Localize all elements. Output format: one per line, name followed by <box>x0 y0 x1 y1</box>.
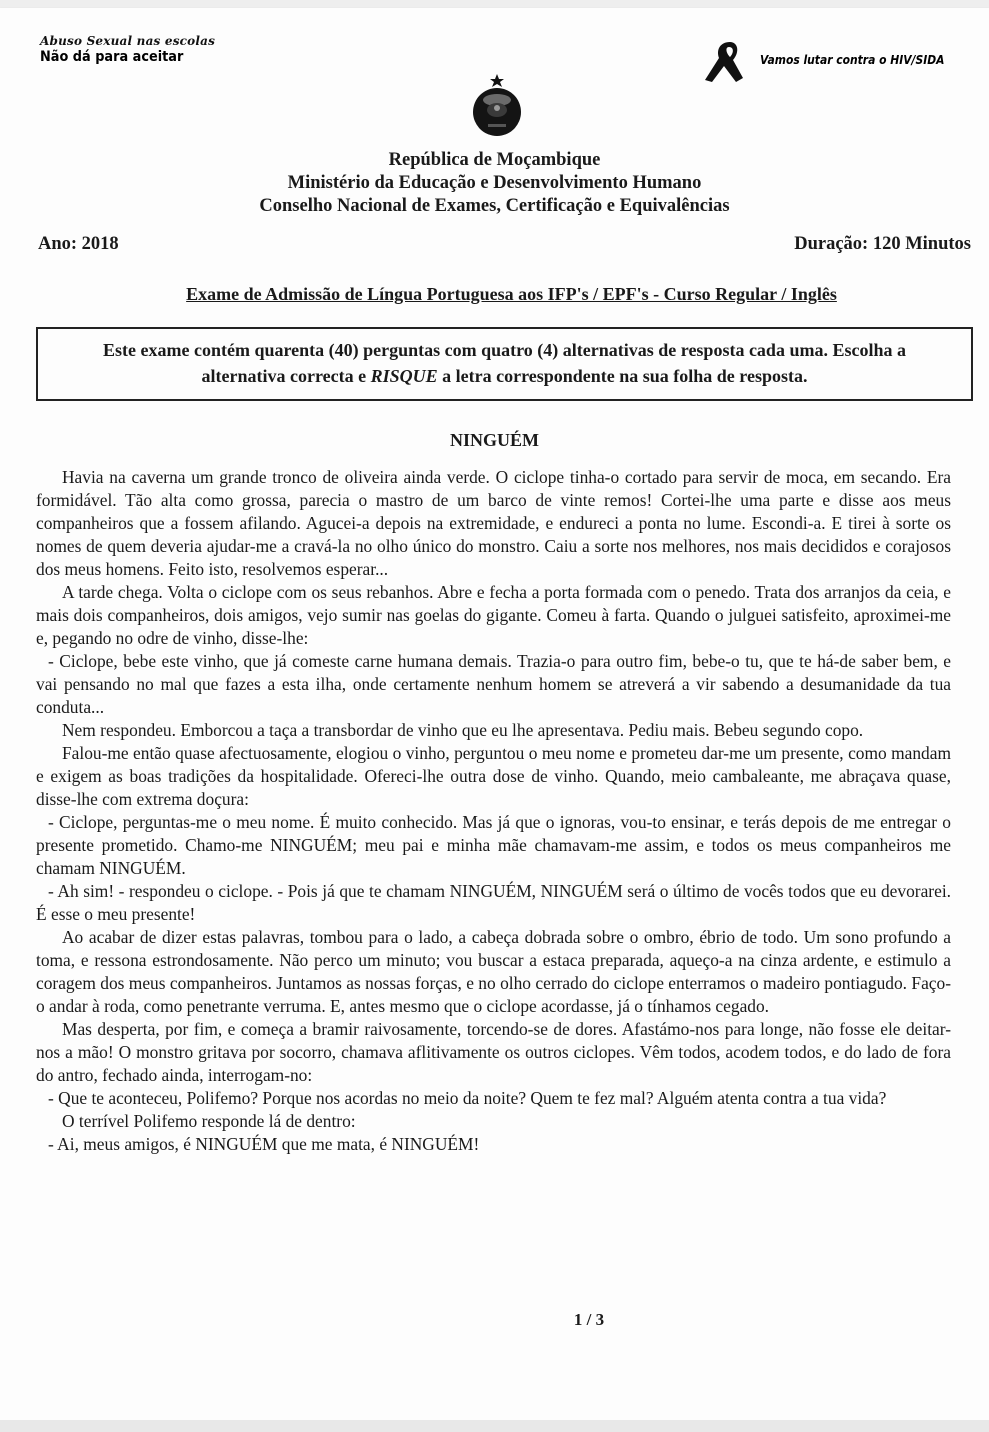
instructions-line1: Este exame contém quarenta (40) perguntas com quatro (4) alternativas de resposta cada uma. Escolha a <box>103 340 906 360</box>
viewer-bottom-edge <box>0 1420 989 1432</box>
exam-year: Ano: 2018 <box>38 234 119 254</box>
abuse-slogan-line1: Abuso Sexual nas escolas <box>40 34 216 48</box>
abuse-slogan <box>40 34 215 65</box>
hiv-slogan <box>700 36 974 88</box>
exam-page <box>0 8 989 1420</box>
story-title: NINGUÉM <box>450 430 539 450</box>
instructions-box <box>36 327 973 401</box>
story-paragraph: Havia na caverna um grande tronco de oliveira ainda verde. O ciclope tinha-o cortado para servir de moca, em secando. Era formidável. Tão alta como grossa, parecia o mastro de um barco de vinte remos! Cortei-lhe uma parte e disse aos meus companheiros que a fossem afilando. Agucei-a depois na extremidade, e endureci a ponta no lume. Escondi-a. E tirei à sorte os nomes de quem deveria ajudar-me a cravá-la no olho único do monstro. Caiu a sorte nos melhores, nos mais decididos e corajosos dos meus homens. Feito isto, resolvemos esperar... <box>36 467 951 579</box>
ministry-name: Ministério da Educação e Desenvolvimento Humano <box>287 173 702 193</box>
instructions-line2 <box>38 363 971 389</box>
story-paragraph: O terrível Polifemo responde lá de dentro: <box>62 1111 356 1131</box>
abuse-slogan-line2: Não dá para aceitar <box>40 49 184 65</box>
exam-title: Exame de Admissão de Língua Portuguesa aos IFP's / EPF's - Curso Regular / Inglês <box>186 284 837 304</box>
story-paragraph: Ao acabar de dizer estas palavras, tombou para o lado, a cabeça dobrada sobre o ombro, ébrio de todo. Um sono profundo a toma, e ressona estrondosamente. Não perco um minuto; vou buscar a estaca preparada, aqueço-a na cinza ardente, e estimulo a coragem dos meus companheiros. Juntamos as nossas forças, e no olho cerrado do ciclope enterramos o madeiro pontiagudo. Faço-o andar à roda, como penetrante verruma. E, antes mesmo que o ciclope acordasse, já o tínhamos cegado. <box>36 927 951 1016</box>
story-dialogue: - Que te aconteceu, Polifemo? Porque nos acordas no meio da noite? Quem te fez mal? Alguém atenta contra a tua vida? <box>48 1088 887 1108</box>
institution-header <box>0 149 989 218</box>
instructions-text: a letra correspondente na sua folha de resposta. <box>437 366 808 386</box>
story-dialogue: - Ai, meus amigos, é NINGUÉM que me mata, é NINGUÉM! <box>48 1134 480 1154</box>
country-name: República de Moçambique <box>388 150 601 170</box>
awareness-ribbon-icon <box>700 36 758 88</box>
story-dialogue: - Ciclope, perguntas-me o meu nome. É muito conhecido. Mas já que o ignoras, vou-to ensinar, e terás depois de me entregar o presente prometido. Chamo-me NINGUÉM; meu pai e minha mãe chamavam-me assim, e todos os meus companheiros me chamam NINGUÉM. <box>36 812 951 878</box>
story-paragraph: Nem respondeu. Emborcou a taça a transbordar de vinho que eu lhe apresentava. Pediu mais. Bebeu segundo copo. <box>62 720 864 740</box>
story-paragraph: Mas desperta, por fim, e começa a bramir raivosamente, torcendo-se de dores. Afastámo-nos para longe, não fosse ele deitar-nos a mão! O monstro gritava por socorro, chamava aflitivamente os outros ciclopes. Vêm todos, acodem todos, e do lado de fora do antro, fechado ainda, interrogam-no: <box>36 1019 951 1085</box>
story-dialogue: - Ciclope, bebe este vinho, que já comeste carne humana demais. Trazia-o para outro fim, bebe-o tu, que te há-de saber bem, e vai pensando no mal que fazes a esta ilha, onde certamente nenhum homem se atreverá a vir sabendo a desumanidade da tua conduta... <box>36 651 951 717</box>
hiv-slogan-text: Vamos lutar contra o HIV/SIDA <box>760 51 945 67</box>
instructions-emphasis: RISQUE <box>370 366 438 386</box>
exam-duration: Duração: 120 Minutos <box>794 234 971 254</box>
story-dialogue: - Ah sim! - respondeu o ciclope. - Pois já que te chamam NINGUÉM, NINGUÉM será o último de vocês todos que eu devorarei. É esse o meu presente! <box>36 881 951 924</box>
council-name: Conselho Nacional de Exames, Certificação e Equivalências <box>259 196 730 216</box>
story-paragraph: A tarde chega. Volta o ciclope com os seus rebanhos. Abre e fecha a porta formada com o penedo. Trata dos arranjos da ceia, e mais dois companheiros, dois amigos, vejo sumir nas goelas do gigante. Comeu à farta. Quando o julguei satisfeito, aproximei-me e, pegando no odre de vinho, disse-lhe: <box>36 582 951 648</box>
national-emblem-icon <box>470 72 524 138</box>
viewer-top-edge <box>0 0 989 8</box>
story-paragraph: Falou-me então quase afectuosamente, elogiou o vinho, perguntou o meu nome e prometeu dar-me um presente, como mandam e exigem as boas tradições da hospitalidade. Ofereci-lhe outra dose de vinho. Quando, meio cambaleante, me abraçava quase, disse-lhe com extrema doçura: <box>36 743 951 809</box>
story-text <box>36 466 951 1156</box>
instructions-text: alternativa correcta e <box>201 366 371 386</box>
page-number: 1 / 3 <box>573 1310 605 1329</box>
